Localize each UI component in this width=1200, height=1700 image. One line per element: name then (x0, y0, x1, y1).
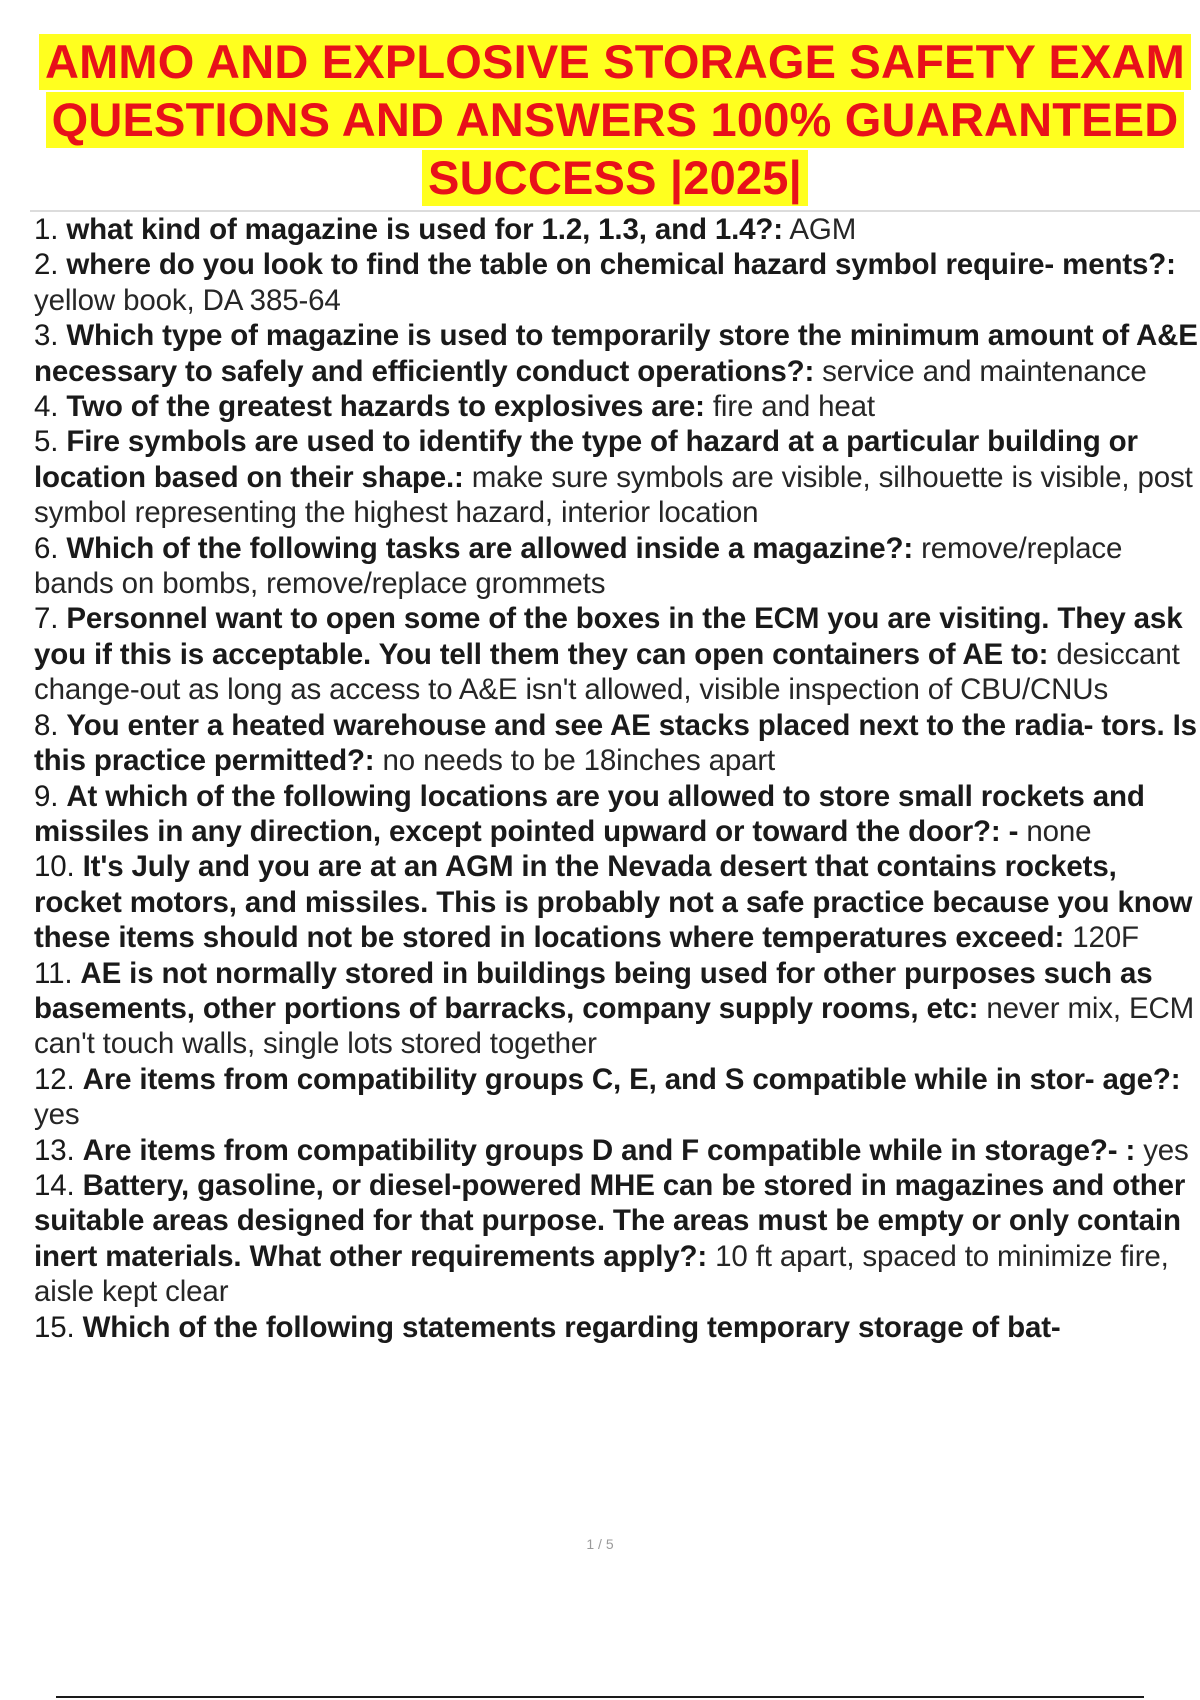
question-number: 2. (34, 248, 59, 282)
answer-text: yes (34, 1098, 80, 1132)
question-text: AE is not normally stored in buildings being used for other purposes such as basements, other portions of barracks, company supply rooms, etc: (34, 956, 1153, 1025)
answer-text: service and maintenance (822, 354, 1147, 388)
question-text: Two of the greatest hazards to explosives are: (66, 390, 705, 424)
question-number: 8. (34, 708, 59, 742)
question-number: 9. (34, 779, 59, 813)
qa-item-15 (34, 1310, 1200, 1345)
qa-item-9 (34, 779, 1200, 850)
answer-text: remove/replace bands on bombs, remove/replace grommets (34, 531, 1123, 601)
footer-divider (56, 1696, 1144, 1698)
question-number: 4. (34, 390, 59, 424)
answer-text: never mix, ECM can't touch walls, single lots stored together (34, 991, 1195, 1061)
qa-item-2 (34, 247, 1200, 318)
question-text: Battery, gasoline, or diesel-powered MHE can be stored in magazines and other suitable areas designed for that purpose. The areas must be empty or only contain inert materials. What other requirements apply?: (34, 1168, 1186, 1273)
question-number: 3. (34, 319, 59, 353)
answer-text: yes (1143, 1133, 1189, 1167)
question-number: 5. (34, 425, 59, 459)
question-text: Personnel want to open some of the boxes in the ECM you are visiting. They ask you if this is acceptable. You tell them they can open containers of AE to: (34, 602, 1183, 671)
answer-text: no needs to be 18inches apart (382, 744, 776, 778)
qa-item-7 (34, 601, 1200, 707)
question-number: 14. (34, 1168, 75, 1202)
answer-text: 120F (1072, 921, 1139, 955)
question-text: It's July and you are at an AGM in the Nevada desert that contains rockets, rocket motors, and missiles. This is probably not a safe practice because you know these items should not be stored in locations where temperatures exceed: (34, 850, 1193, 955)
question-text: where do you look to find the table on chemical hazard symbol require- ments?: (66, 248, 1176, 282)
question-number: 10. (34, 850, 75, 884)
question-number: 7. (34, 602, 59, 636)
question-text: Fire symbols are used to identify the type of hazard at a particular building or location based on their shape.: (34, 425, 1138, 494)
qa-item-5 (34, 424, 1200, 530)
qa-item-11 (34, 956, 1200, 1062)
qa-item-6 (34, 531, 1200, 602)
answer-text: make sure symbols are visible, silhouette is visible, post symbol representing the highest hazard, interior location (34, 460, 1193, 530)
page-number: 1 / 5 (586, 1536, 614, 1552)
question-text: You enter a heated warehouse and see AE stacks placed next to the radia- tors. Is this practice permitted?: (34, 708, 1197, 778)
title-line-2: QUESTIONS AND ANSWERS 100% GUARANTEED (46, 92, 1185, 148)
question-number: 12. (34, 1062, 75, 1096)
qa-item-12 (34, 1062, 1200, 1133)
question-text: Are items from compatibility groups C, E, and S compatible while in stor- age?: (82, 1062, 1181, 1096)
title-line-3: SUCCESS |2025| (422, 150, 808, 206)
question-text: At which of the following locations are you allowed to store small rockets and missiles in any direction, except pointed upward or toward the door?: - (34, 779, 1145, 848)
question-number: 6. (34, 531, 59, 565)
qa-list (34, 212, 1200, 1345)
title-line-1: AMMO AND EXPLOSIVE STORAGE SAFETY EXAM (39, 34, 1191, 90)
answer-text: yellow book, DA 385-64 (34, 283, 341, 317)
question-text: Which type of magazine is used to temporarily store the minimum amount of A&E necessary to safely and efficiently conduct operations?: (34, 319, 1198, 388)
answer-text: 10 ft apart, spaced to minimize fire, aisle kept clear (34, 1239, 1169, 1309)
question-number: 13. (34, 1133, 75, 1167)
question-number: 11. (34, 956, 73, 990)
question-number: 15. (34, 1310, 75, 1344)
document-title (30, 34, 1200, 208)
answer-text: desiccant change-out as long as access to A&E isn't allowed, visible inspection of CBU/CNUs (34, 637, 1180, 707)
answer-text: AGM (789, 213, 857, 246)
question-text: Which of the following tasks are allowed inside a magazine?: (66, 531, 914, 565)
question-text: what kind of magazine is used for 1.2, 1.3, and 1.4?: (66, 213, 783, 246)
qa-item-1 (34, 212, 1200, 247)
qa-item-3 (34, 318, 1200, 389)
qa-item-14 (34, 1168, 1200, 1310)
qa-item-10 (34, 849, 1200, 955)
question-text: Which of the following statements regarding temporary storage of bat- (82, 1310, 1061, 1344)
answer-text: none (1026, 814, 1092, 848)
answer-text: fire and heat (712, 390, 875, 424)
question-number: 1. (34, 213, 59, 246)
question-text: Are items from compatibility groups D and F compatible while in storage?- : (82, 1133, 1136, 1167)
qa-item-4 (34, 389, 1200, 424)
qa-item-13 (34, 1133, 1200, 1168)
qa-item-8 (34, 708, 1200, 779)
